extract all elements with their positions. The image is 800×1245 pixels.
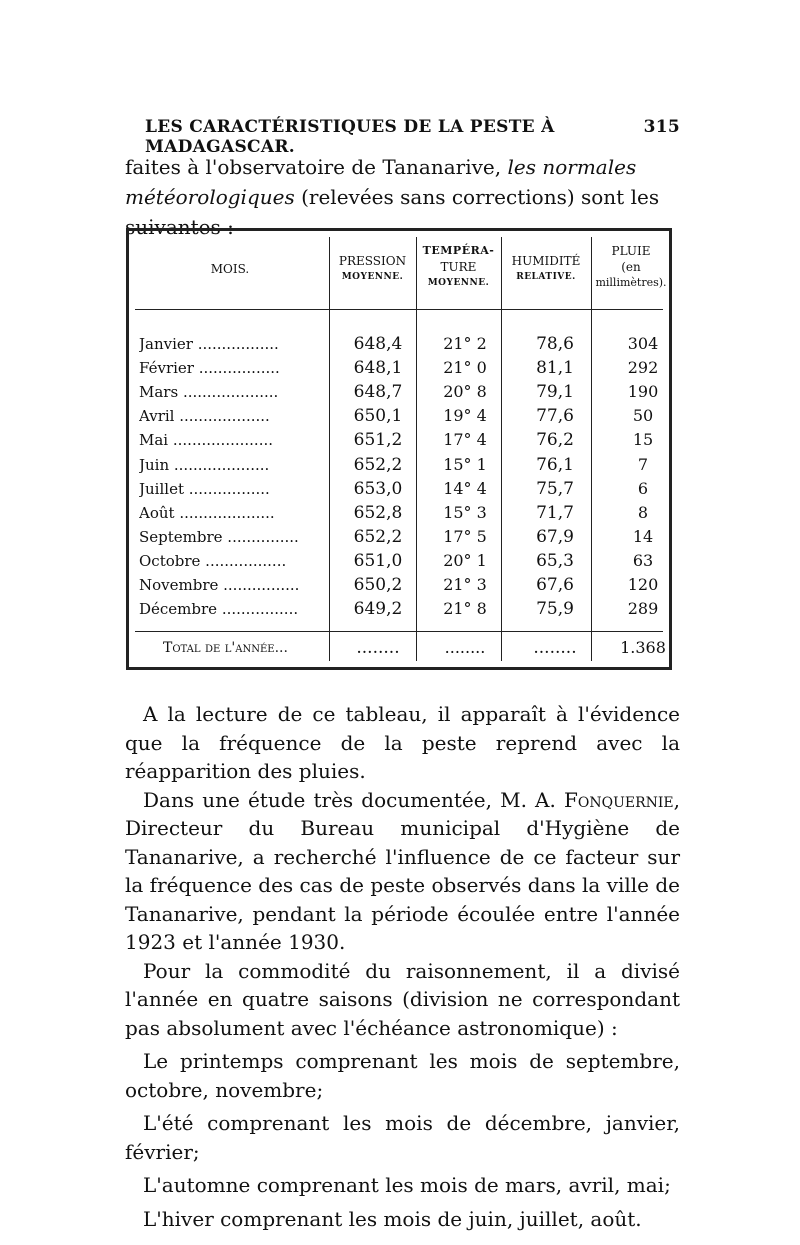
- table-row: [139, 549, 669, 573]
- season-automne: L'automne comprenant les mois de mars, avril, mai;: [143, 1173, 671, 1197]
- total-pluie: 1.368: [620, 638, 666, 657]
- row-pluie: 8: [637, 502, 649, 522]
- row-temperature: 19° 4: [443, 406, 487, 426]
- row-pluie: 292: [627, 358, 659, 378]
- row-humidite: 65,3: [536, 550, 574, 571]
- row-mois: Janvier .................: [139, 335, 279, 353]
- row-humidite: 67,9: [536, 526, 574, 547]
- table-row: [139, 356, 669, 380]
- table-row: [139, 477, 669, 501]
- running-title: LES CARACTÉRISTIQUES DE LA PESTE À MADAGASCAR.: [145, 117, 555, 157]
- header-mois-text: MOIS.: [210, 262, 250, 276]
- table-row: [139, 597, 669, 621]
- header-pluie-l1: PLUIE: [611, 244, 651, 258]
- season-hiver: L'hiver comprenant les mois de juin, juillet, août.: [143, 1206, 642, 1231]
- row-pluie: 6: [637, 478, 649, 498]
- table-row: [139, 380, 669, 404]
- row-mois: Février .................: [139, 359, 280, 378]
- row-humidite: 67,6: [536, 575, 574, 595]
- header-pression-l2: MOYENNE.: [341, 272, 404, 282]
- row-humidite: 79,1: [536, 382, 574, 403]
- row-temperature: 21° 2: [443, 334, 487, 353]
- row-temperature: 15° 3: [443, 502, 487, 522]
- header-pression-l1: PRESSION: [338, 254, 407, 268]
- body-text: [125, 700, 680, 1233]
- table-row: [139, 428, 669, 452]
- row-temperature: 14° 4: [443, 478, 487, 498]
- paragraph: [125, 786, 680, 957]
- row-pression: 650,2: [353, 575, 403, 595]
- row-pression: 652,8: [353, 502, 403, 523]
- row-pression: 652,2: [353, 454, 403, 475]
- row-mois: Août ....................: [139, 503, 275, 522]
- season-printemps: Le printemps comprenant les mois de septembre, octobre, novembre;: [125, 1049, 680, 1102]
- header-temperature: [416, 243, 501, 291]
- header-temp-l1: TEMPÉRA-: [422, 244, 495, 257]
- season-ete: L'été comprenant les mois de décembre, janvier, février;: [125, 1111, 680, 1164]
- table-row: [139, 525, 669, 549]
- row-mois: Avril ...................: [139, 407, 270, 426]
- p2-before: Dans une étude très documentée, M. A.: [143, 787, 564, 812]
- row-temperature: 20° 8: [443, 382, 487, 402]
- header-pluie-l2: (en: [621, 260, 641, 274]
- row-mois: Octobre .................: [139, 551, 287, 570]
- row-pression: 650,1: [353, 406, 403, 427]
- row-pression: 648,7: [353, 382, 403, 403]
- row-temperature: 21° 0: [443, 358, 487, 378]
- row-humidite: 76,1: [536, 454, 574, 475]
- intro-after: (relevées sans corrections) sont les suivantes :: [125, 185, 660, 239]
- table-row: [139, 332, 669, 356]
- p2-after: , Directeur du Bureau municipal d'Hygiène de Tananarive, a recherché l'influence de ce facteur sur la fréquence des cas de peste observés dans la ville de Tananarive, pendant la période écoulée entre l'année 1923 et l'année 1930.: [125, 787, 680, 954]
- row-pression: 651,0: [353, 550, 403, 571]
- row-pluie: 50: [632, 406, 654, 426]
- header-temp-l2: TURE: [440, 260, 477, 274]
- row-humidite: 77,6: [536, 406, 574, 427]
- row-pluie: 190: [627, 382, 659, 402]
- row-pluie: 7: [637, 454, 649, 474]
- row-humidite: 76,2: [536, 430, 574, 451]
- header-hum-l1: HUMIDITÉ: [511, 254, 581, 268]
- row-humidite: 71,7: [536, 502, 574, 523]
- row-temperature: 21° 3: [443, 575, 487, 594]
- row-humidite: 81,1: [536, 358, 574, 379]
- row-temperature: 20° 1: [443, 550, 487, 570]
- row-temperature: 21° 8: [443, 599, 487, 619]
- intro-before: faites à l'observatoire de Tananarive,: [125, 155, 508, 179]
- paragraph: A la lecture de ce tableau, il apparaît à l'évidence que la fréquence de la peste reprend avec la réapparition des pluies.: [125, 702, 680, 783]
- header-mois: [135, 261, 325, 277]
- row-pression: 652,2: [353, 526, 403, 547]
- row-pression: 648,1: [353, 358, 403, 379]
- row-pluie: 289: [627, 599, 659, 619]
- header-rule: [135, 309, 663, 310]
- row-temperature: 17° 4: [443, 430, 487, 450]
- intro-italic: les normales météorologiques: [125, 155, 637, 209]
- weather-table: [126, 228, 672, 670]
- row-pluie: 63: [632, 550, 654, 570]
- table-row: [139, 453, 669, 477]
- header-pluie: [591, 243, 671, 291]
- p2-name: Fonquernie: [563, 787, 674, 812]
- row-humidite: 75,7: [536, 478, 574, 499]
- total-row: [139, 636, 669, 660]
- row-pluie: 304: [627, 334, 659, 353]
- page-number: 315: [643, 117, 680, 137]
- total-humidite: ........: [533, 638, 577, 658]
- total-pression: ........: [356, 638, 400, 658]
- row-mois: Juin ....................: [139, 455, 270, 474]
- total-label-wrap: Total de l'année...: [163, 640, 288, 656]
- row-mois: Décembre ................: [139, 600, 299, 619]
- row-mois: Novembre ................: [139, 576, 300, 594]
- header-temp-l3: MOYENNE.: [427, 278, 490, 288]
- row-pluie: 14: [632, 526, 654, 546]
- table-row: [139, 404, 669, 428]
- total-rule: [135, 631, 663, 632]
- row-pluie: 120: [627, 575, 659, 594]
- row-mois: Mars ....................: [139, 383, 279, 402]
- paragraph: Pour la commodité du raisonnement, il a divisé l'année en quatre saisons (division ne correspondant pas absolument avec l'échéance astronomique) :: [125, 958, 680, 1040]
- row-pression: 653,0: [353, 478, 403, 499]
- row-mois: Septembre ...............: [139, 527, 299, 546]
- row-pression: 649,2: [353, 599, 403, 620]
- header-pression: [329, 253, 416, 285]
- header-humidite: [501, 253, 591, 285]
- row-temperature: 17° 5: [443, 526, 487, 546]
- total-label: Total de l'année: [163, 640, 275, 656]
- total-temperature: ........: [444, 638, 486, 657]
- row-humidite: 78,6: [536, 334, 574, 354]
- table-row: [139, 501, 669, 525]
- row-mois: Mai .....................: [139, 431, 273, 450]
- row-pluie: 15: [632, 430, 654, 450]
- running-header: [145, 117, 680, 157]
- row-temperature: 15° 1: [443, 454, 487, 474]
- row-mois: Juillet .................: [139, 479, 270, 498]
- header-hum-l2: RELATIVE.: [516, 272, 576, 282]
- row-pression: 648,4: [353, 334, 403, 354]
- header-pluie-l3: millimètres).: [595, 276, 667, 289]
- row-humidite: 75,9: [536, 599, 574, 620]
- row-pression: 651,2: [353, 430, 403, 451]
- table-row: [139, 573, 669, 597]
